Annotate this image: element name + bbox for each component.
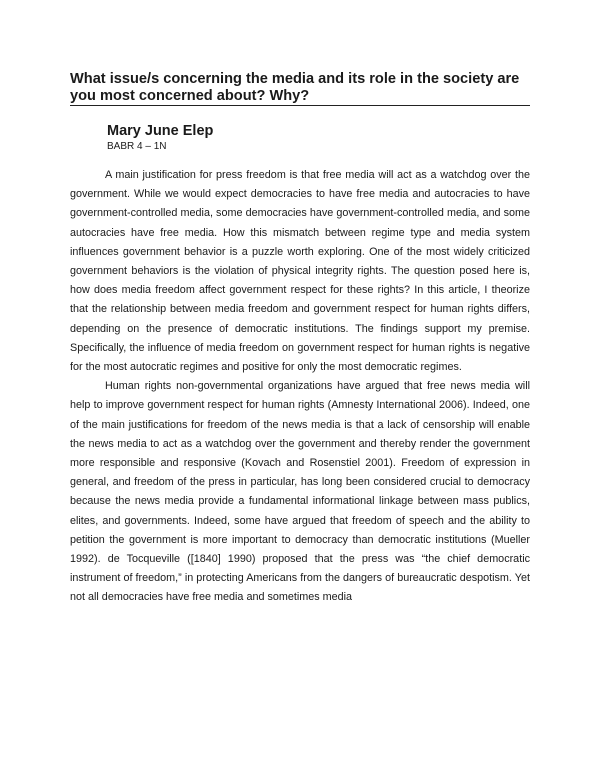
title-underline (70, 105, 530, 106)
paragraph-2: Human rights non-governmental organizations have argued that free news media will help to improve government respect for human rights (Amnesty International 2006). Indeed, one of the main justifications for freedom of the news media is that a lack of censorship will enable the news media to act as a watchdog over the government and thereby render the government more responsible and responsive (Kovach and Rosenstiel 2001). Freedom of expression in general, and freedom of the press in particular, has long been considered crucial to democracy because the news media provide a fundamental informational linkage between mass publics, elites, and governments. Indeed, some have argued that freedom of speech and the ability to petition the government is more important to democracy than democratic institutions (Mueller 1992). de Tocqueville ([1840] 1990) proposed that the press was “the chief democratic instrument of freedom,” in protecting Americans from the dangers of bureaucratic despotism. Yet not all democracies have free media and sometimes media (70, 380, 530, 604)
author-name: Mary June Elep (107, 123, 214, 139)
section-code: BABR 4 – 1N (107, 141, 167, 152)
paragraph-1: A main justification for press freedom is that free media will act as a watchdog over the government. While we would expect democracies to have free media and autocracies to have government-controlled media, some democracies have government-controlled media, and some autocracies have free media. How this mismatch between regime type and media system influences government behavior is a puzzle worth exploring. One of the most widely criticized government behaviors is the violation of physical integrity rights. The question posed here is, how does media freedom affect government respect for these rights? In this article, I theorize that the relationship between media freedom and government respect for human rights differs, depending on the presence of democratic institutions. The findings support my premise. Specifically, the influence of media freedom on government respect for human rights is negative for the most autocratic regimes and positive for only the most democratic regimes. (70, 169, 530, 374)
document-body (70, 166, 530, 608)
document-title: What issue/s concerning the media and its role in the society are you most concerned about? Why? (70, 71, 520, 104)
